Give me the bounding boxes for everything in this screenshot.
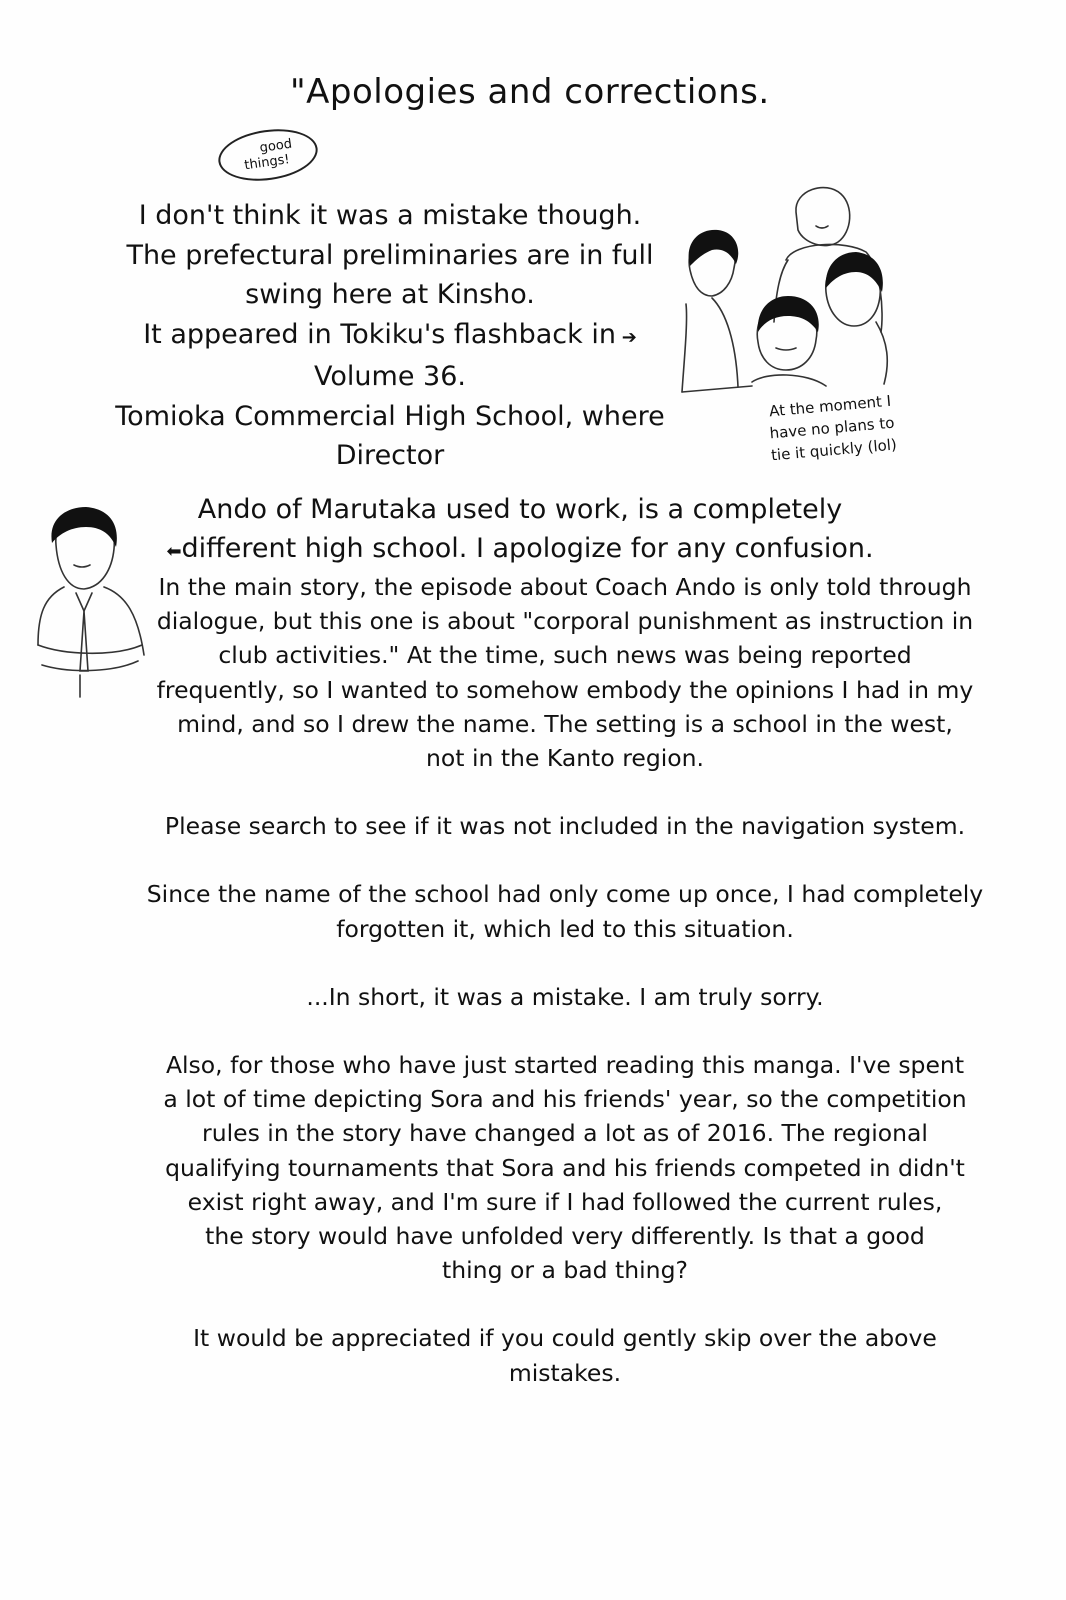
text-line: the story would have unfolded very differently. Is that a good xyxy=(205,1222,925,1251)
bubble-line-1: good xyxy=(258,136,293,157)
continuation-line-text: different high school. I apologize for any confusion. xyxy=(181,533,874,564)
text-line: exist right away, and I'm sure if I had followed the current rules, xyxy=(187,1187,943,1216)
coach-ando-illustration xyxy=(34,505,149,700)
speech-bubble xyxy=(215,123,321,186)
text-line: In the main story, the episode about Coach Ando is only told through xyxy=(158,573,972,601)
intro-line: The prefectural preliminaries are in full xyxy=(126,239,654,271)
text-line: a lot of time depicting Sora and his friends' year, so the competition xyxy=(163,1085,967,1114)
paragraph-forgotten xyxy=(145,877,985,945)
intro-paragraph xyxy=(110,196,670,476)
caption-line: At the moment I xyxy=(768,391,892,421)
text-line: mistakes. xyxy=(508,1358,622,1387)
bubble-line-2: things! xyxy=(243,152,291,174)
text-line: qualifying tournaments that Sora and his friends competed in didn't xyxy=(165,1153,965,1182)
intro-line: Tomioka Commercial High School, where xyxy=(115,400,665,432)
text-line: ...In short, it was a mistake. I am truly sorry. xyxy=(306,982,824,1011)
paragraph-coach-ando xyxy=(145,570,985,775)
text-line: Also, for those who have just started reading this manga. I've spent xyxy=(165,1051,965,1080)
caption-line: have no plans to xyxy=(768,413,896,443)
paragraph-rules xyxy=(145,1048,985,1287)
text-line: mind, and so I drew the name. The setting is a school in the west, xyxy=(177,709,953,738)
text-line: club activities." At the time, such news was being reported xyxy=(218,641,912,670)
intro-line: Director xyxy=(335,440,445,471)
text-line: not in the Kanto region. xyxy=(425,744,705,773)
text-line: thing or a bad thing? xyxy=(442,1256,688,1285)
intro-line xyxy=(110,315,670,358)
page-title: "Apologies and corrections. xyxy=(290,72,770,112)
continuation-line: Ando of Marutaka used to work, is a completely xyxy=(197,494,843,525)
text-line: forgotten it, which led to this situation. xyxy=(336,914,794,943)
text-line: frequently, so I wanted to somehow embody the opinions I had in my xyxy=(156,675,974,704)
arrow-left-icon xyxy=(166,533,181,564)
caption-line: tie it quickly (lol) xyxy=(770,435,898,465)
intro-line: I don't think it was a mistake though. xyxy=(138,200,642,231)
continuation-line xyxy=(140,529,900,571)
intro-line: Volume 36. xyxy=(314,361,466,392)
text-line: dialogue, but this one is about "corporal punishment as instruction in xyxy=(156,607,974,636)
text-line: Please search to see if it was not included in the navigation system. xyxy=(164,812,966,841)
characters-group-illustration xyxy=(676,172,916,402)
continuation-paragraph xyxy=(140,490,900,571)
paragraph-apology xyxy=(145,980,985,1014)
arrow-right-icon xyxy=(616,319,637,350)
body-text xyxy=(145,570,985,1424)
intro-line: swing here at Kinsho. xyxy=(245,279,535,310)
intro-line-text: It appeared in Tokiku's flashback in xyxy=(143,318,616,350)
paragraph-navigation xyxy=(145,809,985,843)
text-line: Since the name of the school had only come up once, I had completely xyxy=(146,880,984,909)
text-line: rules in the story have changed a lot as of 2016. The regional xyxy=(202,1119,928,1148)
paragraph-closing xyxy=(145,1321,985,1389)
illustration-caption xyxy=(749,388,914,468)
text-line: It would be appreciated if you could gently skip over the above xyxy=(193,1324,937,1353)
